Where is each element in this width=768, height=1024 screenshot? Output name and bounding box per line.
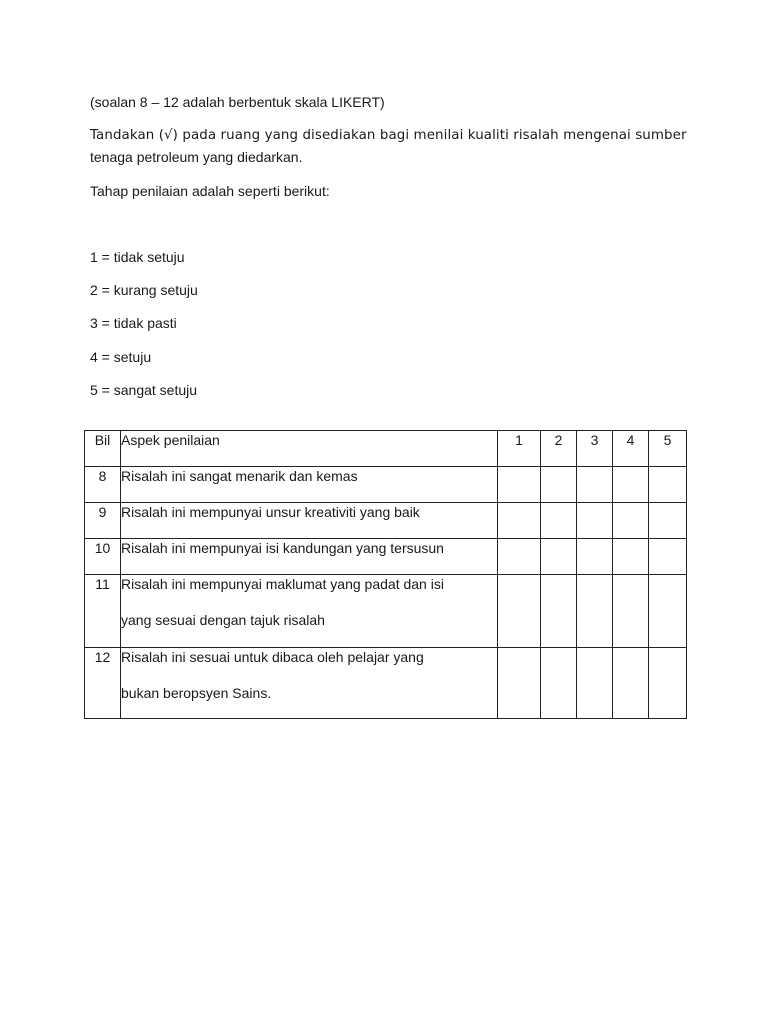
row-bil: 10 [85, 539, 121, 575]
rating-cell-1[interactable] [498, 648, 541, 719]
rating-cell-4[interactable] [613, 467, 649, 503]
rating-cell-2[interactable] [541, 503, 577, 539]
rating-cell-5[interactable] [649, 648, 687, 719]
rating-cell-5[interactable] [649, 539, 687, 575]
rating-cell-2[interactable] [541, 648, 577, 719]
row-aspek [121, 648, 498, 719]
header-bil: Bil [85, 431, 121, 467]
table-row [85, 503, 687, 539]
rating-cell-3[interactable] [577, 575, 613, 648]
header-rating-3: 3 [577, 431, 613, 467]
rating-cell-2[interactable] [541, 467, 577, 503]
scale-item-3: 3 = tidak pasti [90, 315, 177, 331]
instruction-line-2: tenaga petroleum yang diedarkan. [90, 149, 303, 165]
rating-cell-1[interactable] [498, 503, 541, 539]
header-rating-5: 5 [649, 431, 687, 467]
rating-cell-4[interactable] [613, 539, 649, 575]
row-bil: 11 [85, 575, 121, 648]
row-bil: 12 [85, 648, 121, 719]
row-aspek-line-2: yang sesuai dengan tajuk risalah [121, 612, 325, 628]
row-aspek: Risalah ini sangat menarik dan kemas [121, 467, 498, 503]
rating-cell-5[interactable] [649, 575, 687, 648]
rating-cell-4[interactable] [613, 648, 649, 719]
header-rating-4: 4 [613, 431, 649, 467]
rating-cell-1[interactable] [498, 575, 541, 648]
likert-note: (soalan 8 – 12 adalah berbentuk skala LIKERT) [90, 94, 385, 110]
rating-cell-4[interactable] [613, 575, 649, 648]
rating-cell-4[interactable] [613, 503, 649, 539]
rating-cell-2[interactable] [541, 575, 577, 648]
rating-cell-3[interactable] [577, 503, 613, 539]
row-aspek: Risalah ini mempunyai unsur kreativiti yang baik [121, 503, 498, 539]
row-aspek-line-1: Risalah ini mempunyai maklumat yang padat dan isi [121, 576, 444, 592]
row-aspek [121, 575, 498, 648]
table-row [85, 648, 687, 719]
rating-cell-3[interactable] [577, 467, 613, 503]
instruction-line-1: Tandakan (√) pada ruang yang disediakan bagi menilai kualiti risalah mengenai sumber [90, 128, 687, 143]
row-aspek: Risalah ini mempunyai isi kandungan yang tersusun [121, 539, 498, 575]
table-row [85, 467, 687, 503]
rating-cell-3[interactable] [577, 539, 613, 575]
likert-table [84, 430, 687, 719]
scale-item-4: 4 = setuju [90, 349, 152, 365]
table-row [85, 575, 687, 648]
rating-cell-2[interactable] [541, 539, 577, 575]
rating-cell-1[interactable] [498, 467, 541, 503]
header-aspek: Aspek penilaian [121, 431, 498, 467]
rating-cell-1[interactable] [498, 539, 541, 575]
scale-item-2: 2 = kurang setuju [90, 282, 198, 298]
row-aspek-line-1: Risalah ini sesuai untuk dibaca oleh pelajar yang [121, 649, 424, 665]
scale-heading: Tahap penilaian adalah seperti berikut: [90, 183, 330, 199]
table-row [85, 539, 687, 575]
rating-cell-5[interactable] [649, 503, 687, 539]
row-bil: 9 [85, 503, 121, 539]
rating-cell-3[interactable] [577, 648, 613, 719]
row-aspek-line-2: bukan beropsyen Sains. [121, 685, 272, 701]
table-header-row [85, 431, 687, 467]
scale-item-1: 1 = tidak setuju [90, 249, 185, 265]
row-bil: 8 [85, 467, 121, 503]
header-rating-2: 2 [541, 431, 577, 467]
header-rating-1: 1 [498, 431, 541, 467]
rating-cell-5[interactable] [649, 467, 687, 503]
scale-item-5: 5 = sangat setuju [90, 382, 198, 398]
